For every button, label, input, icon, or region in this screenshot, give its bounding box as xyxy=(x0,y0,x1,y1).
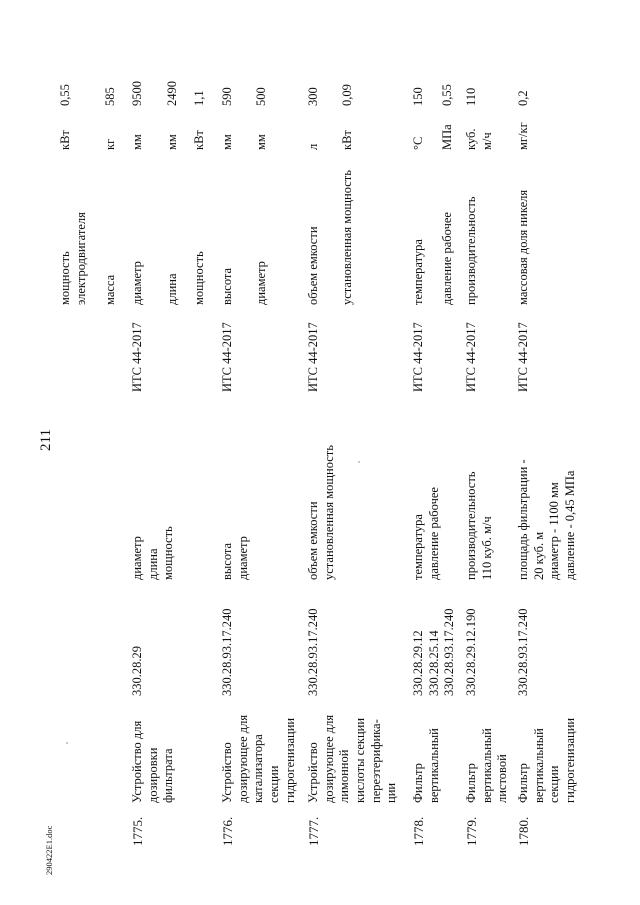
param-name: диаметр xyxy=(254,261,268,305)
equipment-name: Фильтр вертикальный xyxy=(411,728,441,803)
equipment-name: Устройство для дозировки фильтрата xyxy=(130,720,176,803)
its-reference: ИТС 44-2017 xyxy=(516,322,530,392)
param-value: 585 xyxy=(103,87,117,106)
param-name: диаметр xyxy=(130,261,144,305)
param-value: 0,2 xyxy=(516,90,530,106)
characteristics: диаметр длина мощность xyxy=(130,526,176,580)
okpd-codes: 330.28.29 xyxy=(130,646,144,696)
param-unit: мм xyxy=(130,134,144,150)
row-number: 1775. xyxy=(130,816,145,846)
okpd-codes: 330.28.29.12 330.28.25.14 330.28.93.17.240 xyxy=(411,608,457,696)
footer-filename: 290422E1.doc xyxy=(44,825,54,875)
param-value: 2490 xyxy=(165,81,179,106)
row-number: 1780. xyxy=(516,816,531,846)
param-name: давление рабочее xyxy=(440,212,454,305)
scan-speck xyxy=(358,461,360,463)
param-name: мощность xyxy=(192,251,206,305)
param-name: массовая доля никеля xyxy=(516,189,530,305)
param-value: 110 xyxy=(464,87,478,106)
param-value: 500 xyxy=(254,87,268,106)
characteristics: площадь фильтрации - 20 куб. м диаметр - 1100 мм давление - 0,45 МПа xyxy=(516,459,577,580)
param-value: 9500 xyxy=(130,81,144,106)
param-name: высота xyxy=(220,267,234,305)
param-unit: куб. м/ч xyxy=(464,128,494,150)
its-reference: ИТС 44-2017 xyxy=(306,322,320,392)
param-name: установленная мощность xyxy=(340,170,354,305)
param-name: масса xyxy=(103,274,117,305)
param-unit: мм xyxy=(220,134,234,150)
param-value: 300 xyxy=(306,87,320,106)
okpd-codes: 330.28.93.17.240 xyxy=(220,608,234,696)
equipment-name: Устройство дозирующее для лимонной кислоты секции переэтерифика- ции xyxy=(306,714,399,803)
characteristics: производительность 110 куб. м/ч xyxy=(464,471,494,580)
param-name: длина xyxy=(165,273,179,305)
page-number: 211 xyxy=(38,429,54,451)
param-value: 0,55 xyxy=(440,84,454,106)
okpd-codes: 330.28.29.12.190 xyxy=(464,608,478,696)
param-name: мощность электродвигателя xyxy=(58,212,88,305)
param-value: 0,09 xyxy=(340,84,354,106)
characteristics: высота диаметр xyxy=(220,536,250,580)
param-unit: МПа xyxy=(440,124,454,150)
param-value: 150 xyxy=(411,87,425,106)
param-unit: кВт xyxy=(340,130,354,150)
row-number: 1778. xyxy=(411,816,426,846)
param-unit: мг/кг xyxy=(516,122,530,150)
its-reference: ИТС 44-2017 xyxy=(411,322,425,392)
param-value: 590 xyxy=(220,87,234,106)
row-number: 1777. xyxy=(306,816,321,846)
row-number: 1776. xyxy=(220,816,235,846)
okpd-codes: 330.28.93.17.240 xyxy=(306,608,320,696)
its-reference: ИТС 44-2017 xyxy=(130,322,144,392)
param-name: объем емкости xyxy=(306,226,320,305)
param-name: температура xyxy=(411,239,425,305)
param-unit: кВт xyxy=(192,130,206,150)
row-number: 1779. xyxy=(464,816,479,846)
characteristics: объем емкости установленная мощность xyxy=(306,445,336,580)
param-unit: кг xyxy=(103,138,117,150)
its-reference: ИТС 44-2017 xyxy=(464,322,478,392)
param-value: 0,55 xyxy=(58,84,72,106)
equipment-name: Фильтр вертикальный листовой xyxy=(464,728,510,803)
param-unit: °C xyxy=(411,136,425,150)
scan-speck xyxy=(66,742,68,744)
characteristics: температура давление рабочее xyxy=(411,487,441,580)
param-value: 1,1 xyxy=(192,90,206,106)
param-name: производительность xyxy=(464,196,478,305)
equipment-name: Устройство дозирующее для катализатора секции гидрогенизации xyxy=(220,714,297,803)
param-unit: мм xyxy=(165,134,179,150)
param-unit: мм xyxy=(254,134,268,150)
its-reference: ИТС 44-2017 xyxy=(220,322,234,392)
param-unit: л xyxy=(306,143,320,150)
equipment-name: Фильтр вертикальный секции гидрогенизации xyxy=(516,717,577,803)
okpd-codes: 330.28.93.17.240 xyxy=(516,608,530,696)
param-unit: кВт xyxy=(58,130,72,150)
